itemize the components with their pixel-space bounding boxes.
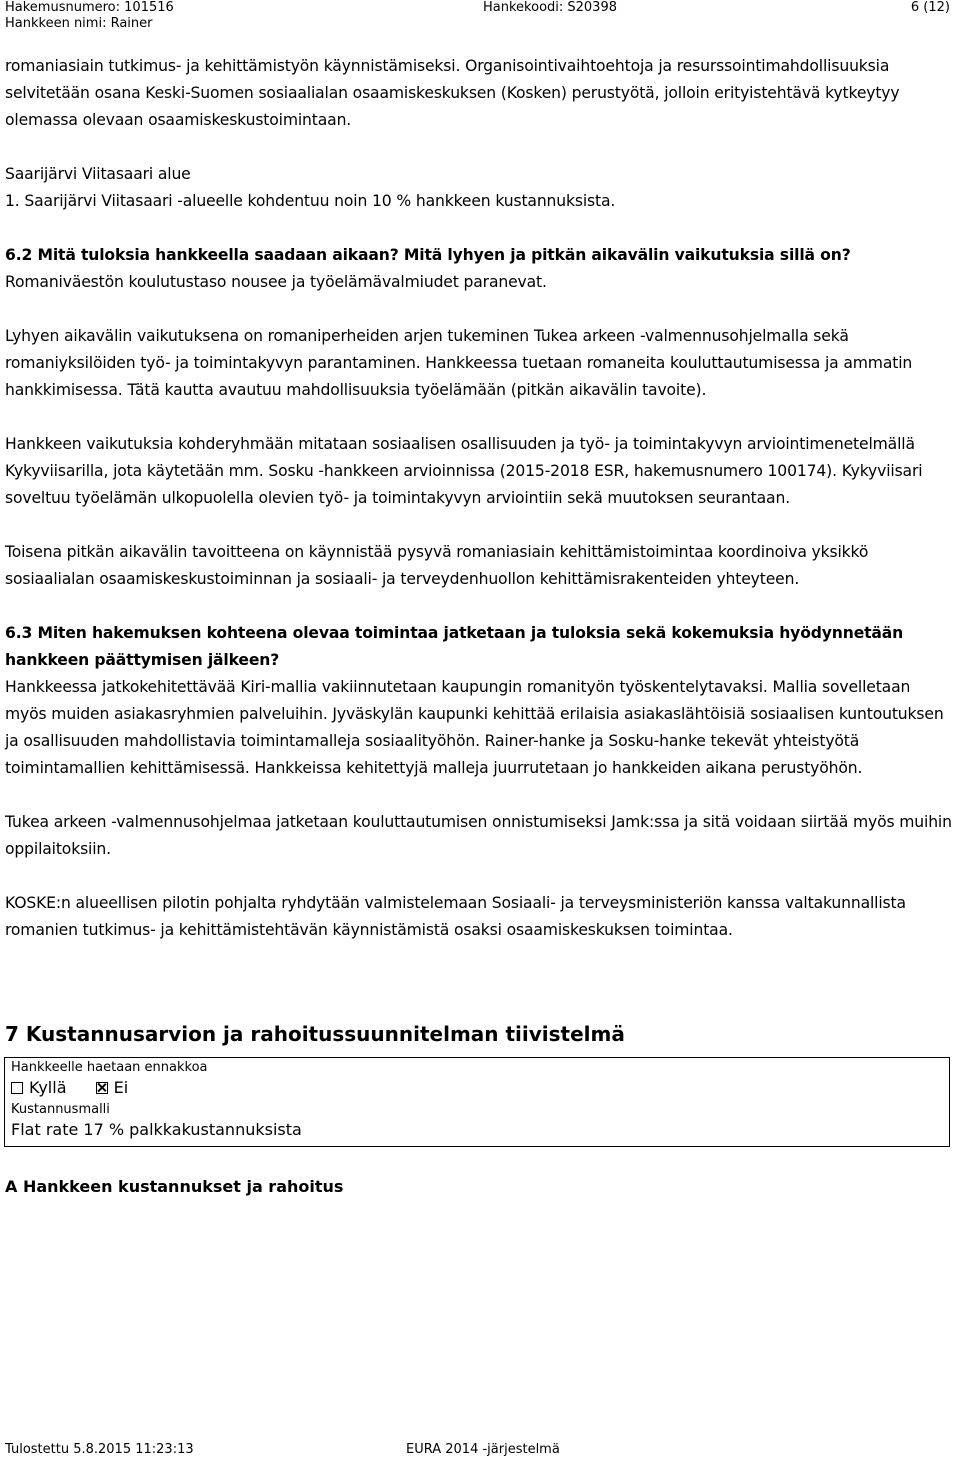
advance-label: Hankkeelle haetaan ennakkoa [11,1060,208,1075]
question-6-2: 6.2 Mitä tuloksia hankkeella saadaan aikaan? Mitä lyhyen ja pitkän aikavälin vaikutuksia sillä on? [5,246,851,264]
option-yes[interactable] [11,1076,67,1100]
print-timestamp: Tulostettu 5.8.2015 11:23:13 [5,1442,194,1457]
main-content [5,53,953,944]
project-code: Hankekoodi: S20398 [483,0,617,15]
project-name: Hankkeen nimi: Rainer [5,16,153,31]
option-no[interactable] [96,1076,129,1100]
area-allocation: 1. Saarijärvi Viitasaari -alueelle kohdentuu noin 10 % hankkeen kustannuksista. [5,192,616,210]
paragraph-coaching: Tukea arkeen -valmennusohjelmaa jatketaan kouluttautumisen onnistumiseksi Jamk:ssa ja sitä voidaan siirtää myös muihin oppilaitoksiin. [5,813,952,858]
section-7-title: 7 Kustannusarvion ja rahoitussuunnitelman tiivistelmä [5,1022,625,1046]
page-number: 6 (12) [910,0,950,15]
advance-options [11,1076,943,1100]
application-number: Hakemusnumero: 101516 [5,0,174,15]
question-6-3: 6.3 Miten hakemuksen kohteena olevaa toimintaa jatketaan ja tuloksia sekä kokemuksia hyödynnetään hankkeen päättymisen jälkeen? [5,624,904,669]
no-label: Ei [113,1078,129,1097]
yes-checkbox[interactable] [11,1082,23,1094]
cost-model-label: Kustannusmalli [11,1102,110,1117]
paragraph-koske: KOSKE:n alueellisen pilotin pohjalta ryhdytään valmistelemaan Sosiaali- ja terveysministeriön kanssa valtakunnallista romanien tutkimus- ja kehittämistehtävän käynnistämistä osaksi osaamiskeskuksen toimintaa. [5,894,906,939]
paragraph-short-term: Lyhyen aikavälin vaikutuksena on romaniperheiden arjen tukeminen Tukea arkeen -valmennusohjelmalla sekä romaniyksilöiden työ- ja toimintakyvyn parantaminen. Hankkeessa tuetaan romaneita kouluttautumisessa ja ammatin hankkimisessa. Tätä kautta avautuu mahdollisuuksia työelämään (pitkän aikavälin tavoite). [5,327,913,399]
system-name: EURA 2014 -järjestelmä [406,1442,560,1457]
paragraph-long-term: Toisena pitkän aikavälin tavoitteena on käynnistää pysyvä romaniasiain kehittämistoimintaa koordinoiva yksikkö sosiaalialan osaamiskeskustoiminnan ja sosiaali- ja terveydenhuollon kehittämisrakenteiden yhteyteen. [5,543,869,588]
area-title: Saarijärvi Viitasaari alue [5,165,191,183]
paragraph-education: Romaniväestön koulutustaso nousee ja työelämävalmiudet paranevat. [5,273,547,291]
yes-label: Kyllä [29,1078,67,1097]
cost-summary-box [4,1057,950,1147]
paragraph-measurement: Hankkeen vaikutuksia kohderyhmään mitataan sosiaalisen osallisuuden ja työ- ja toimintakyvyn arviointimenetelmällä Kykyviisarilla, jota käytetään mm. Sosku -hankkeen arvioinnissa (2015-2018 ESR, hakemusnumero 100174). Kykyviisari soveltuu työelämän ulkopuolella olevien työ- ja toimintakyvyn arviointiin sekä muutoksen seurantaan. [5,435,923,507]
section-a-title: A Hankkeen kustannukset ja rahoitus [5,1177,344,1196]
paragraph-intro: romaniasiain tutkimus- ja kehittämistyön käynnistämiseksi. Organisointivaihtoehtoja ja resurssointimahdollisuuksia selvitetään osana Keski-Suomen sosiaalialan osaamiskeskuksen (Kosken) perustyötä, jolloin erityistehtävä kytkeytyy olemassa olevaan osaamiskeskustoimintaan. [5,57,900,129]
no-checkbox[interactable] [96,1082,108,1094]
cost-model-value: Flat rate 17 % palkkakustannuksista [11,1120,302,1139]
paragraph-kiri-model: Hankkeessa jatkokehitettävää Kiri-mallia vakiinnutetaan kaupungin romanityön työskentelytavaksi. Mallia sovelletaan myös muiden asiakasryhmien palveluihin. Jyväskylän kaupunki kehittää erilaisia asiakaslähtöisiä sosiaalisen kuntoutuksen ja osallisuuden mahdollistavia toimintamalleja sosiaalityöhön. Rainer-hanke ja Sosku-hanke tekevät yhteistyötä toimintamallien kehittämisessä. Hankkeissa kehitettyjä malleja juurrutetaan jo hankkeiden aikana perustyöhön. [5,678,944,777]
